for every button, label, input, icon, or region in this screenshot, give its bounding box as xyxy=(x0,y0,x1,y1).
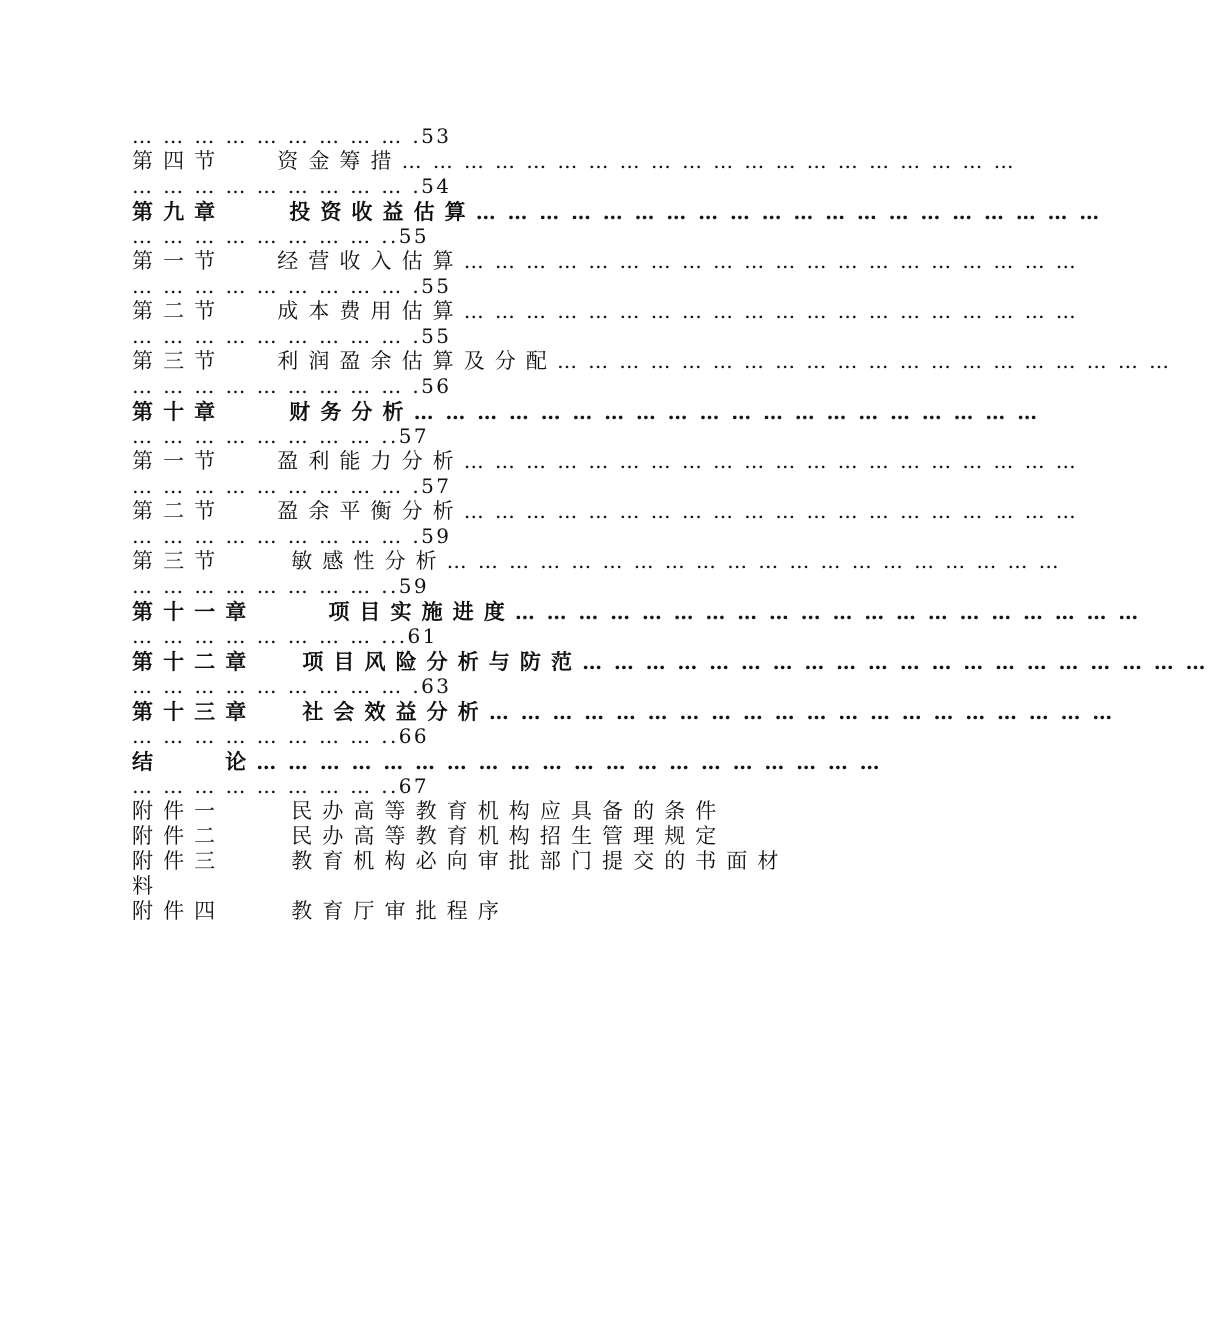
toc-entry-title: 民办高等教育机构应具备的条件 xyxy=(291,799,727,823)
toc-dot-leader: … … … … … … … … … … … … … … … … … … … … xyxy=(401,149,1016,173)
toc-continuation-line xyxy=(132,424,808,449)
toc-entry-title: 盈余平衡分析 xyxy=(277,499,464,523)
toc-entry[interactable] xyxy=(132,749,883,774)
toc-page-number-line: … … … … … … … … … .55 xyxy=(132,274,452,298)
toc-entry-label: 第十章 xyxy=(132,399,226,424)
toc-dot-leader: … … … … … … … … … … … … … … … … … … … … xyxy=(256,750,883,774)
toc-entry[interactable] xyxy=(132,699,1115,724)
toc-entry[interactable] xyxy=(132,649,1208,674)
toc-page-number-line: … … … … … … … … … .54 xyxy=(132,174,452,198)
toc-dot-leader: … … … … … … … … … … … … … … … … … … … … xyxy=(488,700,1115,724)
toc-entry[interactable] xyxy=(132,599,1141,624)
toc-title-continuation: 料 xyxy=(132,874,164,898)
toc-continuation-line xyxy=(132,724,808,749)
toc-page-number-line: … … … … … … … … ..57 xyxy=(132,424,430,448)
toc-entry-label: 附件三 xyxy=(132,849,226,873)
toc-entry-label: 第十三章 xyxy=(132,699,257,724)
toc-dot-leader: … … … … … … … … … … … … … … … … … … … … xyxy=(463,499,1079,523)
toc-dot-leader: … … … … … … … … … … … … … … … … … … … … xyxy=(582,650,1208,674)
toc-entry[interactable] xyxy=(132,449,1079,474)
toc-entry[interactable] xyxy=(132,349,1172,374)
toc-page-number-line: … … … … … … … … ..55 xyxy=(132,224,430,248)
toc-entry-label: 第四节 xyxy=(132,149,226,173)
toc-entry-title: 论 xyxy=(225,749,257,774)
toc-entry-title: 资金筹措 xyxy=(277,149,402,173)
toc-entry-label: 第二节 xyxy=(132,299,226,323)
toc-entry-label: 第十一章 xyxy=(132,599,257,624)
toc-entry[interactable] xyxy=(132,799,808,824)
toc-entry[interactable] xyxy=(132,299,1079,324)
toc-continuation-line xyxy=(132,474,808,499)
toc-page-number-line: … … … … … … … … … .57 xyxy=(132,474,452,498)
toc-entry[interactable] xyxy=(132,249,1079,274)
toc-continuation-line xyxy=(132,524,808,549)
toc-page-number-line: … … … … … … … … … .59 xyxy=(132,524,452,548)
toc-entry-label: 附件四 xyxy=(132,899,226,923)
toc-continuation-line xyxy=(132,374,808,399)
toc-entry-label: 第一节 xyxy=(132,449,226,473)
toc-dot-leader: … … … … … … … … … … … … … … … … … … … … xyxy=(463,449,1079,473)
toc-continuation-line xyxy=(132,774,808,799)
toc-entry-label: 第十二章 xyxy=(132,649,257,674)
toc-entry[interactable] xyxy=(132,399,1040,424)
toc-dot-leader: … … … … … … … … … … … … … … … … … … … … xyxy=(463,249,1079,273)
toc-entry-title: 投资收益估算 xyxy=(289,199,476,224)
table-of-contents xyxy=(132,124,1208,924)
toc-continuation-line xyxy=(132,324,808,349)
toc-entry-label: 附件一 xyxy=(132,799,226,823)
toc-entry-label: 第三节 xyxy=(132,349,226,373)
toc-dot-leader: … … … … … … … … … … … … … … … … … … … … xyxy=(413,400,1040,424)
toc-entry-title: 利润盈余估算及分配 xyxy=(277,349,557,373)
toc-entry-title: 教育机构必向审批部门提交的书面材 xyxy=(291,849,789,873)
toc-dot-leader: … … … … … … … … … … … … … … … … … … … … xyxy=(514,600,1141,624)
toc-entry-label: 第二节 xyxy=(132,499,226,523)
toc-page-number-line: … … … … … … … … … .55 xyxy=(132,324,452,348)
toc-entry[interactable] xyxy=(132,499,1079,524)
toc-entry[interactable] xyxy=(132,824,808,849)
toc-entry-title: 民办高等教育机构招生管理规定 xyxy=(291,824,727,848)
toc-entry-title: 社会效益分析 xyxy=(302,699,489,724)
toc-page-number-line: … … … … … … … … ..59 xyxy=(132,574,430,598)
toc-entry-title: 教育厅审批程序 xyxy=(291,899,509,923)
toc-entry-label: 结 xyxy=(132,749,164,774)
toc-entry-title: 盈利能力分析 xyxy=(277,449,464,473)
toc-entry-title: 敏感性分析 xyxy=(291,549,447,573)
toc-entry-label: 附件二 xyxy=(132,824,226,848)
toc-dot-leader: … … … … … … … … … … … … … … … … … … … … xyxy=(446,549,1062,573)
toc-page-number-line: … … … … … … … … … .63 xyxy=(132,674,452,698)
toc-entry-title: 成本费用估算 xyxy=(277,299,464,323)
toc-entry[interactable] xyxy=(132,849,808,874)
toc-continuation-line xyxy=(132,874,808,899)
toc-continuation-line xyxy=(132,124,808,149)
toc-continuation-line xyxy=(132,224,808,249)
toc-page-number-line: … … … … … … … … ..66 xyxy=(132,724,430,748)
toc-page-number-line: … … … … … … … … … .53 xyxy=(132,124,452,148)
toc-entry[interactable] xyxy=(132,899,808,924)
toc-dot-leader: … … … … … … … … … … … … … … … … … … … … xyxy=(463,299,1079,323)
toc-entry[interactable] xyxy=(132,549,1062,574)
toc-continuation-line xyxy=(132,174,808,199)
toc-continuation-line xyxy=(132,274,808,299)
toc-entry-label: 第三节 xyxy=(132,549,226,573)
toc-page-number-line: … … … … … … … … ..67 xyxy=(132,774,430,798)
toc-entry-title: 财务分析 xyxy=(289,399,414,424)
toc-entry[interactable] xyxy=(132,199,1102,224)
toc-page-number-line: … … … … … … … … ...61 xyxy=(132,624,438,648)
toc-continuation-line xyxy=(132,674,808,699)
toc-page-number-line: … … … … … … … … … .56 xyxy=(132,374,452,398)
toc-continuation-line xyxy=(132,624,808,649)
toc-entry-label: 第一节 xyxy=(132,249,226,273)
toc-entry-title: 项目实施进度 xyxy=(328,599,515,624)
toc-entry-title: 经营收入估算 xyxy=(277,249,464,273)
toc-entry[interactable] xyxy=(132,149,1016,174)
toc-dot-leader: … … … … … … … … … … … … … … … … … … … … xyxy=(475,200,1102,224)
toc-dot-leader: … … … … … … … … … … … … … … … … … … … … xyxy=(556,349,1172,373)
toc-continuation-line xyxy=(132,574,808,599)
toc-entry-label: 第九章 xyxy=(132,199,226,224)
toc-entry-title: 项目风险分析与防范 xyxy=(302,649,583,674)
